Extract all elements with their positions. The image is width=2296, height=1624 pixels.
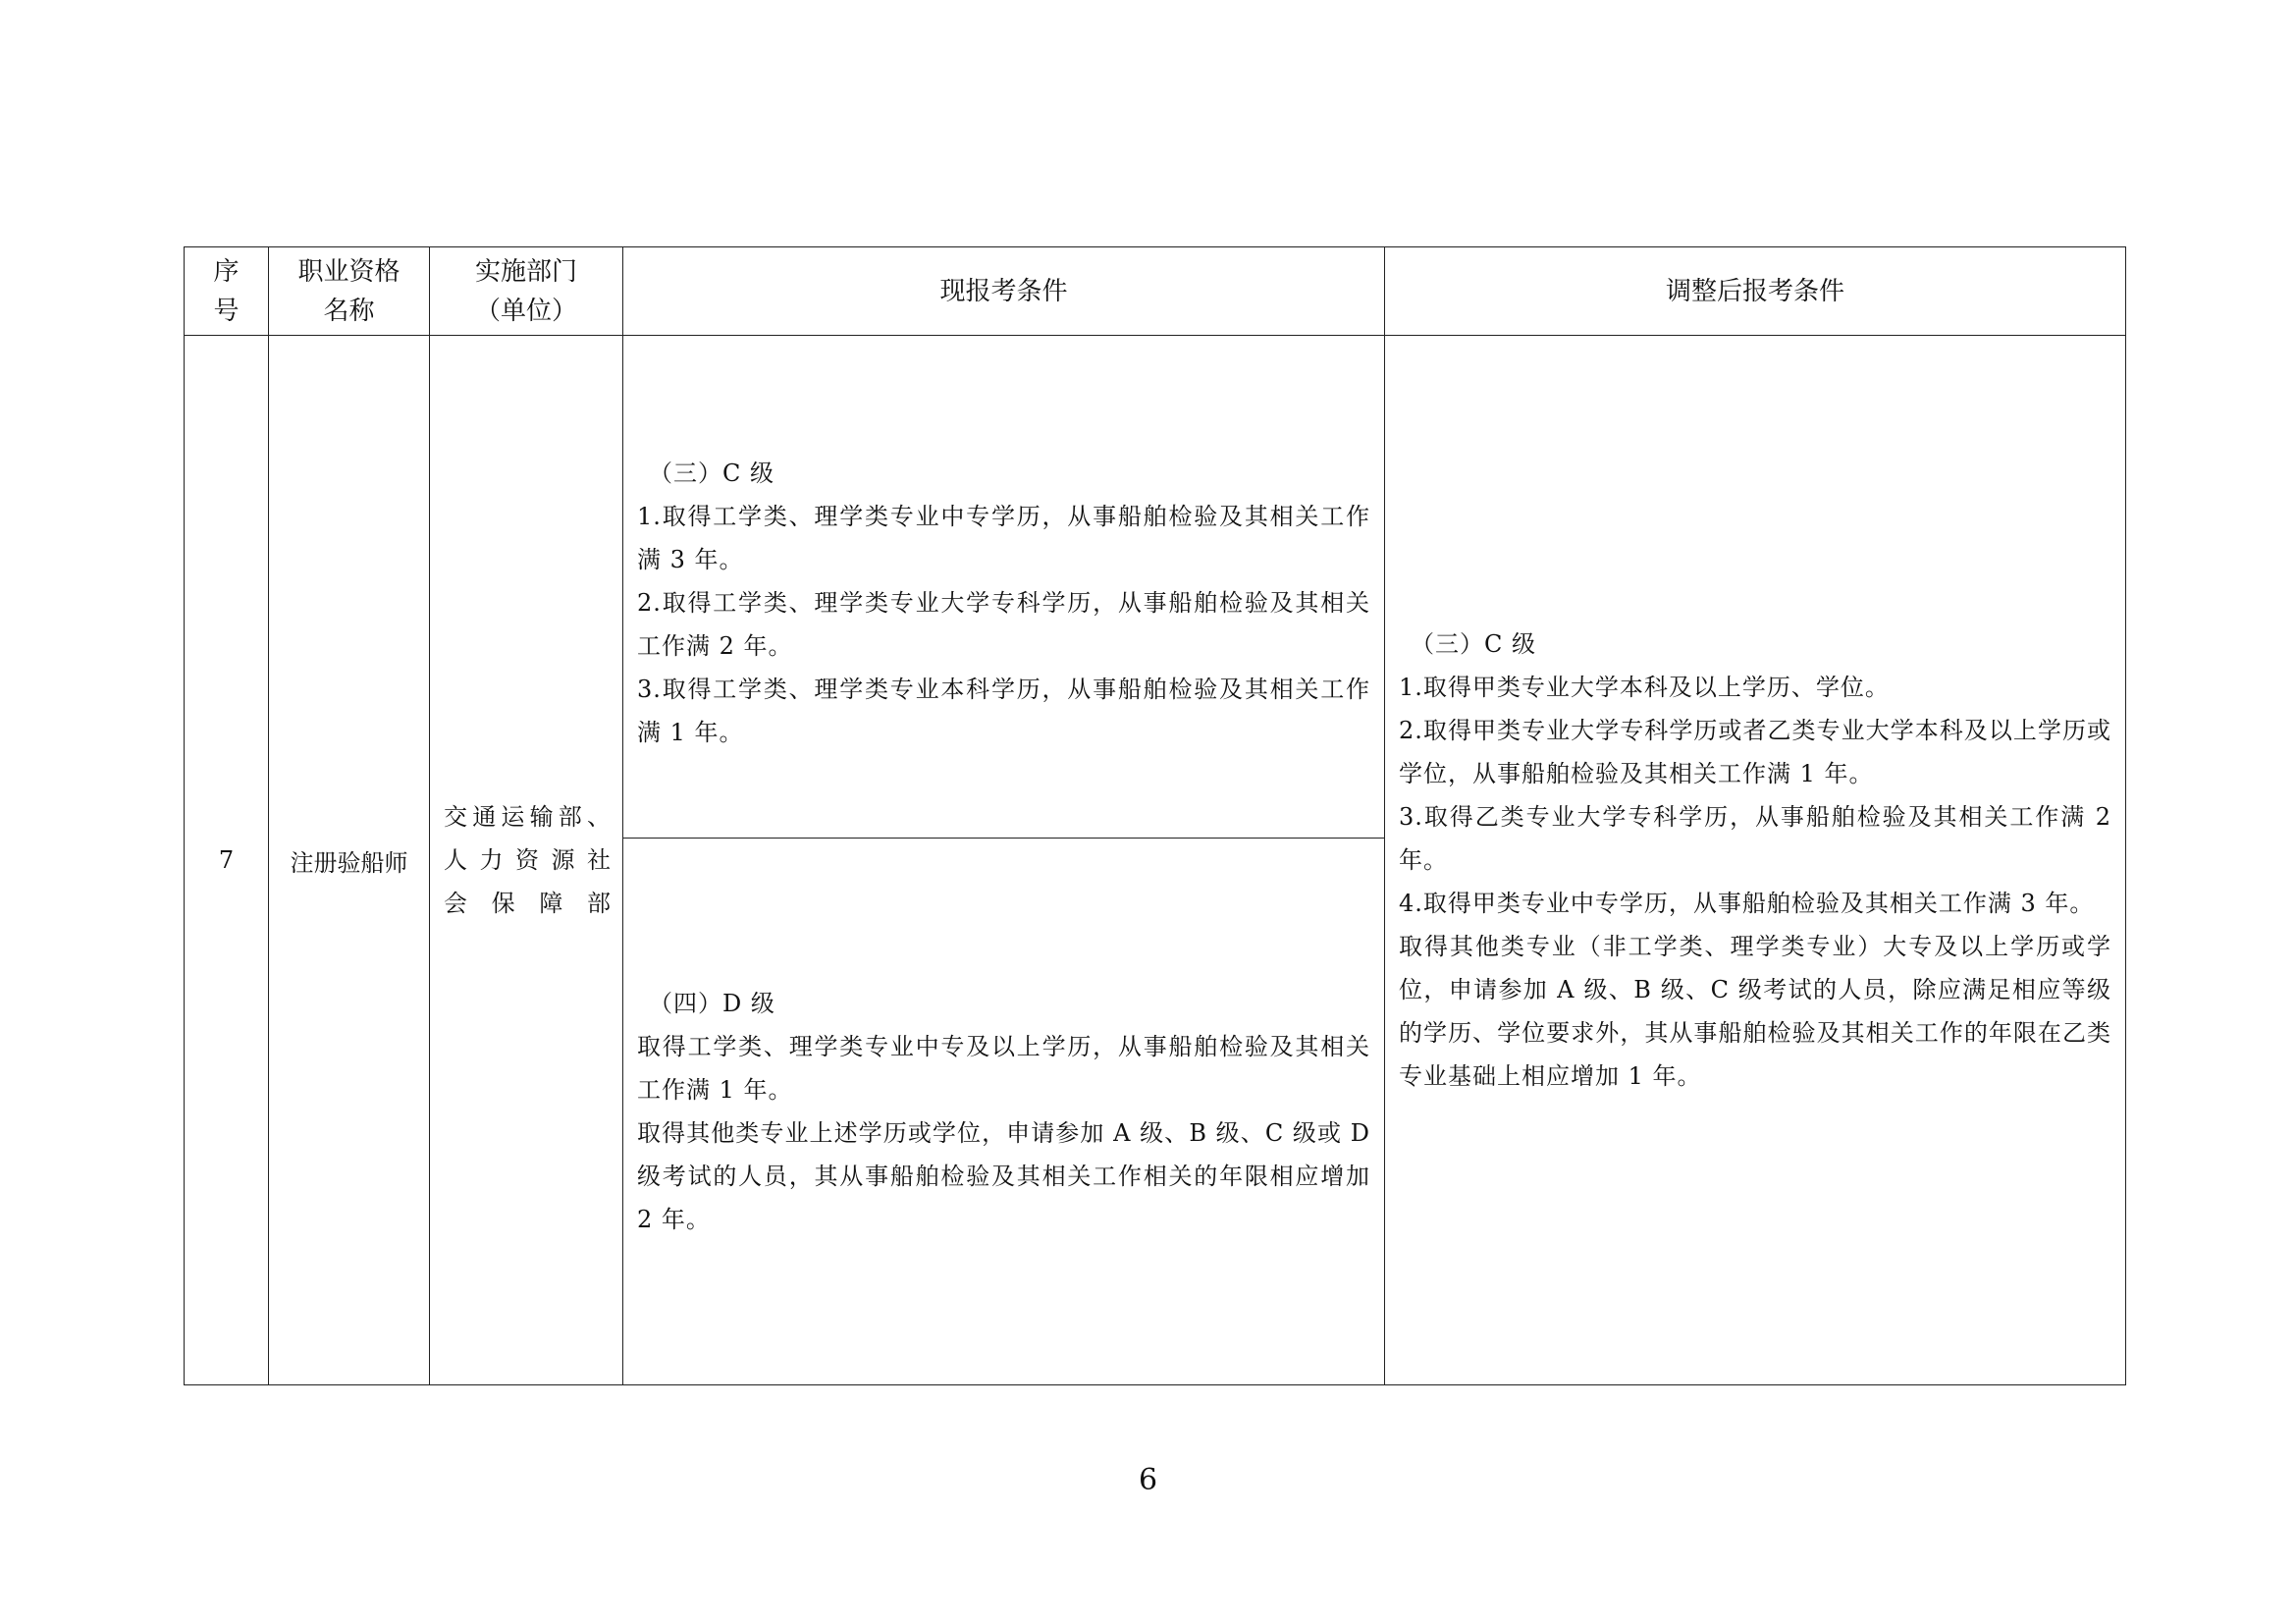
cell-current-level-c [623,336,1385,839]
cell-department: 交通运输部、 人力资源社 会保障部 [430,336,623,1385]
level-heading: （四）D 级 [649,990,775,1017]
header-department: 实施部门 （单位） [430,247,623,336]
cell-current-level-d [623,839,1385,1385]
cell-qualification-name: 注册验船师 [269,336,430,1385]
cell-seq: 7 [185,336,269,1385]
header-adjusted-conditions: 调整后报考条件 [1385,247,2126,336]
condition-item: 取得工学类、理学类专业中专及以上学历，从事船舶检验及其相关工作满 1 年。 [637,1033,1370,1104]
condition-item: 3.取得工学类、理学类专业本科学历，从事船舶检验及其相关工作满 1 年。 [637,675,1370,746]
cell-adjusted-level-c [1385,336,2126,1385]
level-heading: （三）C 级 [1411,630,1536,658]
header-current-conditions: 现报考条件 [623,247,1385,336]
page-number: 6 [1138,1463,1158,1497]
header-seq: 序 号 [185,247,269,336]
condition-item: 1.取得工学类、理学类专业中专学历，从事船舶检验及其相关工作满 3 年。 [637,502,1370,573]
header-row [185,247,2126,336]
table-row [185,336,2126,839]
condition-item: 4.取得甲类专业中专学历，从事船舶检验及其相关工作满 3 年。 [1399,890,2095,917]
qualification-conditions-table [184,246,2126,1385]
condition-item: 取得其他类专业（非工学类、理学类专业）大专及以上学历或学位，申请参加 A 级、B 级、C 级考试的人员，除应满足相应等级的学历、学位要求外，其从事船舶检验及其相关工作的年限在乙类专业基础上相应增加 1 年。 [1399,933,2111,1090]
condition-item: 2.取得甲类专业大学专科学历或者乙类专业大学本科及以上学历或学位，从事船舶检验及其相关工作满 1 年。 [1399,717,2111,787]
header-qualification-name: 职业资格 名称 [269,247,430,336]
condition-item: 2.取得工学类、理学类专业大学专科学历，从事船舶检验及其相关工作满 2 年。 [637,588,1370,660]
condition-item: 取得其他类专业上述学历或学位，申请参加 A 级、B 级、C 级或 D 级考试的人员，其从事船舶检验及其相关工作相关的年限相应增加 2 年。 [637,1119,1370,1233]
level-heading: （三）C 级 [649,459,774,487]
condition-item: 3.取得乙类专业大学专科学历，从事船舶检验及其相关工作满 2 年。 [1399,803,2111,874]
condition-item: 1.取得甲类专业大学本科及以上学历、学位。 [1399,674,1890,701]
